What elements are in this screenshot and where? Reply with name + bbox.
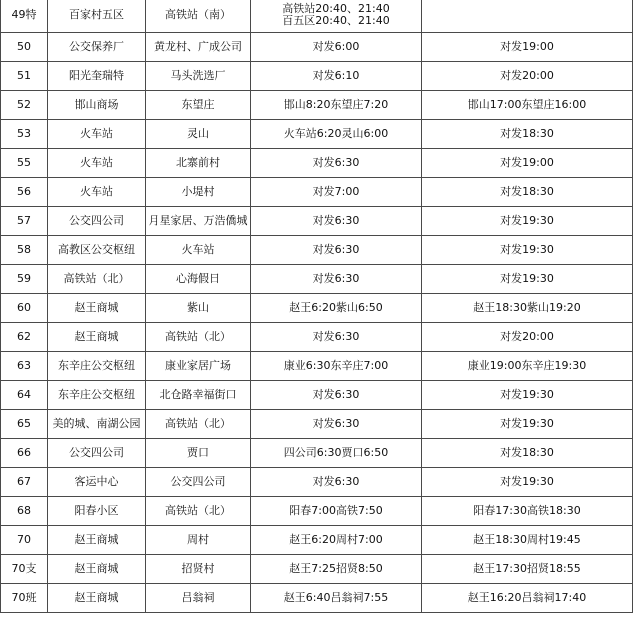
table-row bbox=[1, 584, 633, 613]
route-number-cell: 49特 bbox=[1, 0, 48, 33]
schedule-line: 赵王6:40吕翁祠7:55 bbox=[283, 591, 389, 604]
first-departure-cell bbox=[251, 149, 422, 178]
schedule-line: 对发7:00 bbox=[312, 185, 360, 198]
route-number-cell: 62 bbox=[1, 323, 48, 352]
schedule-line: 对发19:30 bbox=[500, 417, 554, 430]
schedule-line: 对发6:30 bbox=[312, 475, 360, 488]
last-departure-cell bbox=[422, 381, 633, 410]
schedule-line: 邯山8:20东望庄7:20 bbox=[283, 98, 389, 111]
last-departure-cell bbox=[422, 207, 633, 236]
schedule-line: 对发19:00 bbox=[500, 40, 554, 53]
table-row bbox=[1, 468, 633, 497]
last-departure-cell bbox=[422, 352, 633, 381]
route-number-cell: 58 bbox=[1, 236, 48, 265]
schedule-line: 对发6:30 bbox=[312, 214, 360, 227]
schedule-line: 四公司6:30贾口6:50 bbox=[283, 446, 389, 459]
schedule-line: 阳春7:00高铁7:50 bbox=[289, 504, 383, 517]
last-departure-cell bbox=[422, 410, 633, 439]
first-departure-cell bbox=[251, 439, 422, 468]
origin-stop-cell: 赵王商城 bbox=[48, 584, 146, 613]
destination-stop-cell: 公交四公司 bbox=[146, 468, 251, 497]
schedule-line: 邯山17:00东望庄16:00 bbox=[467, 98, 587, 111]
first-departure-cell bbox=[251, 352, 422, 381]
destination-stop-cell: 北寨前村 bbox=[146, 149, 251, 178]
origin-stop-cell: 阳光奎瑞特 bbox=[48, 62, 146, 91]
route-number-cell: 52 bbox=[1, 91, 48, 120]
table-row bbox=[1, 62, 633, 91]
table-row bbox=[1, 410, 633, 439]
origin-stop-cell: 赵王商城 bbox=[48, 323, 146, 352]
table-row bbox=[1, 497, 633, 526]
schedule-line: 对发18:30 bbox=[500, 127, 554, 140]
schedule-line: 对发19:30 bbox=[500, 475, 554, 488]
schedule-line: 赵王7:25招贤8:50 bbox=[289, 562, 383, 575]
schedule-line: 赵王18:30周村19:45 bbox=[473, 533, 581, 546]
origin-stop-cell: 赵王商城 bbox=[48, 294, 146, 323]
table-row bbox=[1, 207, 633, 236]
first-departure-cell bbox=[251, 497, 422, 526]
schedule-line: 对发6:30 bbox=[312, 417, 360, 430]
schedule-line: 对发6:30 bbox=[312, 272, 360, 285]
route-number-cell: 50 bbox=[1, 33, 48, 62]
table-row bbox=[1, 120, 633, 149]
destination-stop-cell: 紫山 bbox=[146, 294, 251, 323]
table-row bbox=[1, 439, 633, 468]
schedule-line: 对发6:30 bbox=[312, 388, 360, 401]
table-row bbox=[1, 294, 633, 323]
origin-stop-cell: 公交保养厂 bbox=[48, 33, 146, 62]
schedule-line: 赵王17:30招贤18:55 bbox=[473, 562, 581, 575]
table-row bbox=[1, 236, 633, 265]
schedule-line: 对发6:30 bbox=[312, 330, 360, 343]
route-number-cell: 70支 bbox=[1, 555, 48, 584]
last-departure-cell bbox=[422, 236, 633, 265]
destination-stop-cell: 黄龙村、广成公司 bbox=[146, 33, 251, 62]
destination-stop-cell: 东望庄 bbox=[146, 91, 251, 120]
schedule-line: 对发19:00 bbox=[500, 156, 554, 169]
route-number-cell: 51 bbox=[1, 62, 48, 91]
table-row bbox=[1, 0, 633, 33]
origin-stop-cell: 火车站 bbox=[48, 120, 146, 149]
schedule-line: 火车站6:20灵山6:00 bbox=[283, 127, 389, 140]
origin-stop-cell: 公交四公司 bbox=[48, 207, 146, 236]
schedule-line: 高铁站20:40、21:40 bbox=[282, 2, 390, 15]
schedule-line: 阳春17:30高铁18:30 bbox=[473, 504, 581, 517]
last-departure-cell bbox=[422, 149, 633, 178]
last-departure-cell bbox=[422, 526, 633, 555]
origin-stop-cell: 阳春小区 bbox=[48, 497, 146, 526]
route-number-cell: 70 bbox=[1, 526, 48, 555]
first-departure-cell bbox=[251, 323, 422, 352]
route-number-cell: 68 bbox=[1, 497, 48, 526]
first-departure-cell bbox=[251, 294, 422, 323]
last-departure-cell bbox=[422, 265, 633, 294]
destination-stop-cell: 高铁站（北） bbox=[146, 410, 251, 439]
schedule-body bbox=[1, 0, 633, 613]
route-number-cell: 70班 bbox=[1, 584, 48, 613]
schedule-line: 对发19:30 bbox=[500, 388, 554, 401]
destination-stop-cell: 小堤村 bbox=[146, 178, 251, 207]
route-number-cell: 63 bbox=[1, 352, 48, 381]
first-departure-cell bbox=[251, 555, 422, 584]
table-row bbox=[1, 178, 633, 207]
first-departure-cell bbox=[251, 526, 422, 555]
origin-stop-cell: 东辛庄公交枢纽 bbox=[48, 381, 146, 410]
first-departure-cell bbox=[251, 33, 422, 62]
destination-stop-cell: 高铁站（北） bbox=[146, 497, 251, 526]
origin-stop-cell: 火车站 bbox=[48, 178, 146, 207]
schedule-line: 对发19:30 bbox=[500, 272, 554, 285]
route-number-cell: 57 bbox=[1, 207, 48, 236]
table-row bbox=[1, 91, 633, 120]
destination-stop-cell: 吕翁祠 bbox=[146, 584, 251, 613]
last-departure-cell bbox=[422, 178, 633, 207]
origin-stop-cell: 赵王商城 bbox=[48, 526, 146, 555]
schedule-line: 对发20:00 bbox=[500, 330, 554, 343]
origin-stop-cell: 高教区公交枢纽 bbox=[48, 236, 146, 265]
first-departure-cell bbox=[251, 410, 422, 439]
schedule-line: 康业6:30东辛庄7:00 bbox=[283, 359, 389, 372]
schedule-line: 康业19:00东辛庄19:30 bbox=[467, 359, 587, 372]
destination-stop-cell: 心海假日 bbox=[146, 265, 251, 294]
last-departure-cell bbox=[422, 120, 633, 149]
last-departure-cell bbox=[422, 294, 633, 323]
route-number-cell: 53 bbox=[1, 120, 48, 149]
destination-stop-cell: 招贤村 bbox=[146, 555, 251, 584]
last-departure-cell bbox=[422, 33, 633, 62]
table-row bbox=[1, 265, 633, 294]
table-row bbox=[1, 555, 633, 584]
first-departure-cell bbox=[251, 91, 422, 120]
schedule-line: 赵王16:20吕翁祠17:40 bbox=[467, 591, 587, 604]
origin-stop-cell: 公交四公司 bbox=[48, 439, 146, 468]
route-number-cell: 60 bbox=[1, 294, 48, 323]
last-departure-cell bbox=[422, 62, 633, 91]
first-departure-cell bbox=[251, 236, 422, 265]
first-departure-cell bbox=[251, 381, 422, 410]
first-departure-cell bbox=[251, 178, 422, 207]
table-row bbox=[1, 149, 633, 178]
destination-stop-cell: 马头洗选厂 bbox=[146, 62, 251, 91]
schedule-line: 对发6:10 bbox=[312, 69, 360, 82]
schedule-line: 对发6:30 bbox=[312, 156, 360, 169]
origin-stop-cell: 火车站 bbox=[48, 149, 146, 178]
destination-stop-cell: 火车站 bbox=[146, 236, 251, 265]
schedule-line: 对发19:30 bbox=[500, 243, 554, 256]
schedule-line: 赵王6:20周村7:00 bbox=[289, 533, 383, 546]
schedule-line: 对发18:30 bbox=[500, 446, 554, 459]
first-departure-cell bbox=[251, 120, 422, 149]
destination-stop-cell: 灵山 bbox=[146, 120, 251, 149]
destination-stop-cell: 周村 bbox=[146, 526, 251, 555]
schedule-line: 对发18:30 bbox=[500, 185, 554, 198]
first-departure-cell bbox=[251, 207, 422, 236]
schedule-line: 对发6:30 bbox=[312, 243, 360, 256]
table-row bbox=[1, 526, 633, 555]
route-number-cell: 59 bbox=[1, 265, 48, 294]
first-departure-cell bbox=[251, 265, 422, 294]
route-number-cell: 65 bbox=[1, 410, 48, 439]
table-row bbox=[1, 352, 633, 381]
origin-stop-cell: 邯山商场 bbox=[48, 91, 146, 120]
destination-stop-cell: 月星家居、万浩僑城 bbox=[146, 207, 251, 236]
destination-stop-cell: 贾口 bbox=[146, 439, 251, 468]
destination-stop-cell: 北仓路幸福街口 bbox=[146, 381, 251, 410]
table-row bbox=[1, 381, 633, 410]
route-number-cell: 64 bbox=[1, 381, 48, 410]
origin-stop-cell: 东辛庄公交枢纽 bbox=[48, 352, 146, 381]
route-number-cell: 55 bbox=[1, 149, 48, 178]
table-row bbox=[1, 323, 633, 352]
last-departure-cell bbox=[422, 468, 633, 497]
last-departure-cell bbox=[422, 555, 633, 584]
origin-stop-cell: 高铁站（北） bbox=[48, 265, 146, 294]
last-departure-cell bbox=[422, 323, 633, 352]
last-departure-cell bbox=[422, 91, 633, 120]
route-number-cell: 56 bbox=[1, 178, 48, 207]
route-number-cell: 66 bbox=[1, 439, 48, 468]
last-departure-cell bbox=[422, 497, 633, 526]
first-departure-cell bbox=[251, 62, 422, 91]
destination-stop-cell: 高铁站（北） bbox=[146, 323, 251, 352]
origin-stop-cell: 百家村五区 bbox=[48, 0, 146, 33]
schedule-line: 百五区20:40、21:40 bbox=[282, 14, 390, 27]
last-departure-cell bbox=[422, 0, 633, 33]
origin-stop-cell: 赵王商城 bbox=[48, 555, 146, 584]
schedule-line: 对发20:00 bbox=[500, 69, 554, 82]
last-departure-cell bbox=[422, 584, 633, 613]
table-row bbox=[1, 33, 633, 62]
schedule-line: 赵王6:20紫山6:50 bbox=[289, 301, 383, 314]
first-departure-cell bbox=[251, 584, 422, 613]
schedule-line: 对发6:00 bbox=[312, 40, 360, 53]
route-number-cell: 67 bbox=[1, 468, 48, 497]
schedule-line: 对发19:30 bbox=[500, 214, 554, 227]
schedule-line: 赵王18:30紫山19:20 bbox=[473, 301, 581, 314]
last-departure-cell bbox=[422, 439, 633, 468]
destination-stop-cell: 高铁站（南） bbox=[146, 0, 251, 33]
destination-stop-cell: 康业家居广场 bbox=[146, 352, 251, 381]
first-departure-cell bbox=[251, 0, 422, 33]
origin-stop-cell: 美的城、南湖公园 bbox=[48, 410, 146, 439]
first-departure-cell bbox=[251, 468, 422, 497]
origin-stop-cell: 客运中心 bbox=[48, 468, 146, 497]
